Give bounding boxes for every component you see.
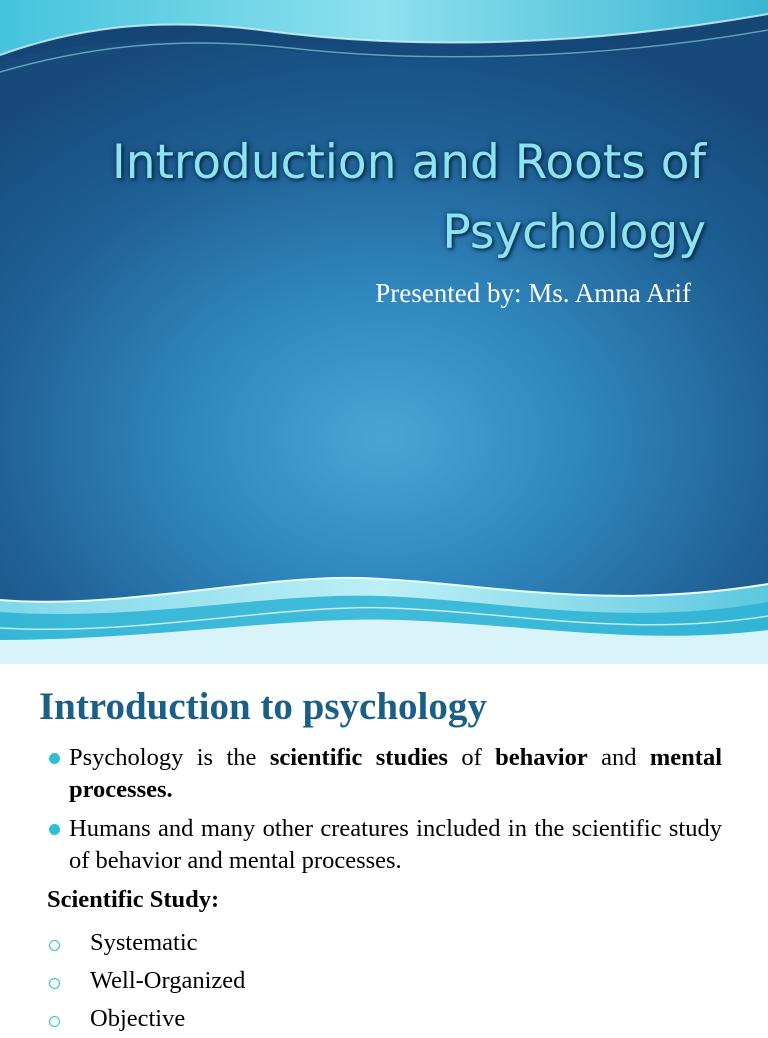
- bullet-item: [47, 813, 722, 877]
- bold-term: mental processes.: [69, 744, 723, 803]
- sub-bullet-text: Well-Organized: [90, 967, 246, 994]
- presenter-subtitle: Presented by: Ms. Amna Arif: [375, 278, 691, 308]
- title-line-1: Introduction and Roots of: [111, 135, 706, 190]
- hollow-circle-bullet-icon: [49, 978, 60, 989]
- bullet-text: and: [587, 744, 650, 771]
- sub-bullet-list: [47, 924, 245, 1038]
- filled-circle-bullet-icon: [49, 824, 60, 835]
- slide-title: [26, 128, 706, 268]
- sub-bullet-text: Systematic: [90, 929, 198, 956]
- sub-bullet-item: [47, 924, 245, 962]
- sub-bullet-text: Objective: [90, 1005, 186, 1032]
- bold-term: scientific studies: [269, 744, 448, 771]
- hollow-circle-bullet-icon: [49, 1016, 60, 1027]
- filled-circle-bullet-icon: [49, 753, 60, 764]
- bullet-text: of: [447, 744, 496, 771]
- scientific-study-label: Scientific Study:: [47, 886, 220, 913]
- hollow-circle-bullet-icon: [49, 940, 60, 951]
- bullet-item: [47, 742, 722, 806]
- bullet-text: Humans and many other creatures included in the scientific study of behavior and mental processes.: [69, 815, 722, 874]
- title-line-2: Psychology: [442, 205, 706, 260]
- bold-term: behavior: [495, 744, 588, 771]
- bullet-text: Psychology is the: [69, 744, 270, 771]
- slide-heading: Introduction to psychology: [39, 685, 487, 728]
- bullet-list: [47, 742, 722, 884]
- sub-bullet-item: [47, 962, 245, 1000]
- content-slide: [0, 664, 768, 1032]
- sub-bullet-item: [47, 1000, 245, 1038]
